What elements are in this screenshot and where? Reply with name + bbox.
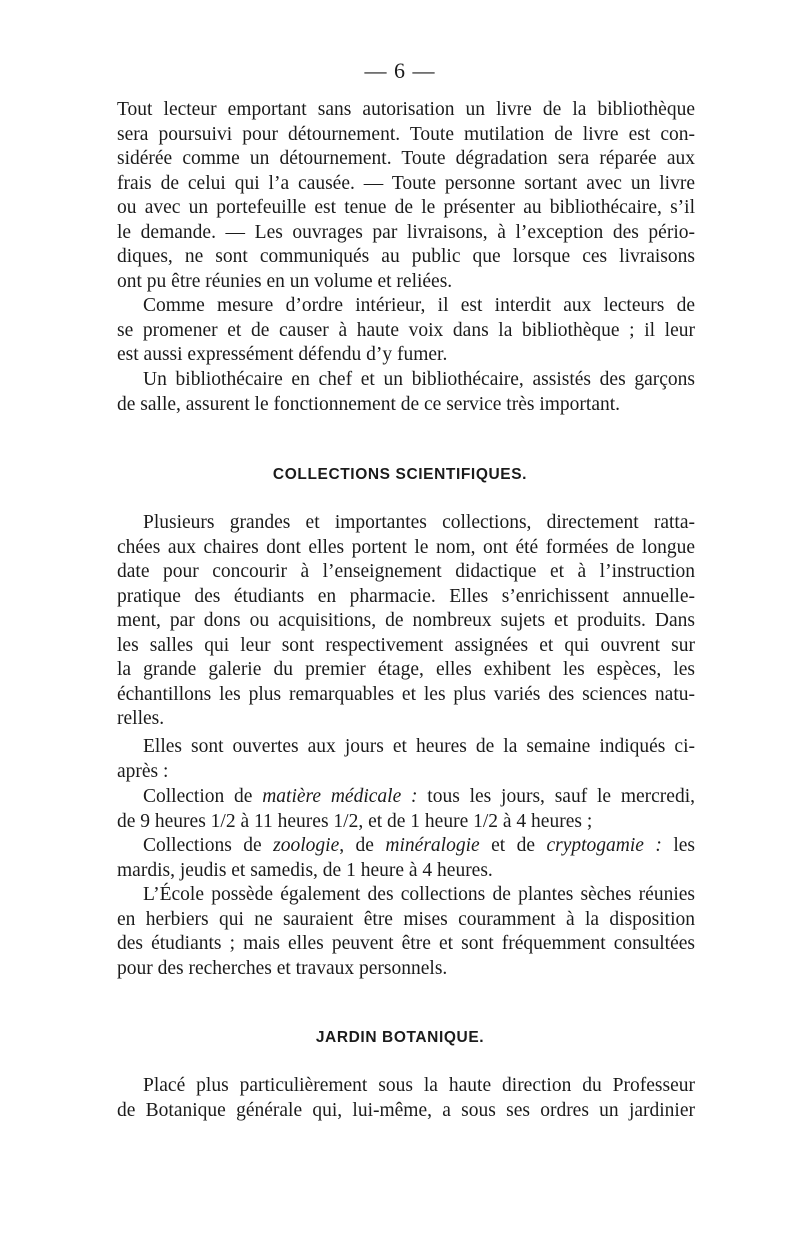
text-line: ment, par dons ou acquisitions, de nombreux sujets et produits. Dans: [117, 610, 695, 631]
text-line: pour des recherches et travaux personnels.: [117, 957, 448, 979]
text-line: la grande galerie du premier étage, elles exhibent les espèces, les: [117, 659, 695, 680]
text-line: [117, 785, 695, 810]
text-segment-italic: minéralogie: [385, 835, 480, 856]
text-line: les salles qui leur sont respectivement assignées et qui ouvrent sur: [117, 634, 695, 656]
text-line: pratique des étudiants en pharmacie. Elles s’enrichissent annuelle-: [117, 585, 695, 607]
paragraph-zoologie: [117, 834, 695, 883]
text-line: Placé plus particulièrement sous la haute direction du Professeur: [143, 1075, 695, 1096]
paragraph-ouvertes: [117, 735, 695, 784]
text-line: frais de celui qui l’a causée. — Toute personne sortant avec un livre: [117, 172, 695, 194]
text-segment-italic: zoologie: [273, 835, 340, 856]
paragraph-matiere-medicale: [117, 785, 695, 834]
text-line: ou avec un portefeuille est tenue de le présenter au bibliothécaire, s’il: [117, 197, 695, 218]
text-segment: Collection de: [143, 786, 263, 807]
text-line: Elles sont ouvertes aux jours et heures de la semaine indiqués ci-: [143, 736, 695, 757]
text-line: Plusieurs grandes et importantes collections, directement ratta-: [143, 512, 695, 533]
text-line: relles.: [117, 708, 165, 729]
text-line: de salle, assurent le fonctionnement de ce service très important.: [117, 393, 621, 415]
text-line: [117, 834, 695, 859]
text-segment: tous les jours, sauf le mercredi,: [417, 786, 695, 807]
text-segment-italic: cryptogamie :: [546, 835, 662, 856]
text-line: chées aux chaires dont elles portent le nom, ont été formées de longue: [117, 536, 695, 558]
text-line: des étudiants ; mais elles peuvent être et sont fréquemment consultées: [117, 933, 695, 954]
text-line: échantillons les plus remarquables et les plus variés des sciences natu-: [117, 683, 695, 705]
paragraph-herbiers: [117, 883, 695, 981]
text-segment-italic: matière médicale :: [262, 786, 418, 807]
text-line: sera poursuivi pour détournement. Toute mutilation de livre est con-: [117, 123, 695, 145]
text-line: diques, ne sont communiqués au public que lorsque ces livraisons: [117, 246, 695, 267]
text-segment: et de: [479, 835, 547, 856]
text-line: Comme mesure d’ordre intérieur, il est interdit aux lecteurs de: [143, 295, 695, 316]
text-line: date pour concourir à l’enseignement didactique et à l’instruction: [117, 561, 695, 582]
text-line: sidérée comme un détournement. Toute dégradation sera réparée aux: [117, 148, 695, 169]
text-line: Tout lecteur emportant sans autorisation un livre de la bibliothèque: [117, 99, 695, 120]
paragraph-collections: [117, 511, 695, 732]
paragraph-bibliotheque: [117, 98, 695, 294]
text-line: après :: [117, 760, 169, 782]
text-line: en herbiers qui ne sauraient être mises couramment à la disposition: [117, 908, 695, 930]
section-heading-collections: COLLECTIONS SCIENTIFIQUES.: [272, 466, 528, 483]
paragraph-bibliothecaire: [117, 368, 695, 417]
text-line: est aussi expressément défendu d’y fumer.: [117, 344, 448, 365]
text-line: le demande. — Les ouvrages par livraisons, à l’exception des pério-: [117, 221, 695, 243]
text-line: de Botanique générale qui, lui-même, a sous ses ordres un jardinier: [117, 1099, 695, 1121]
text-segment: Collections de: [143, 835, 274, 856]
text-line: Un bibliothécaire en chef et un bibliothécaire, assistés des garçons: [143, 369, 695, 390]
paragraph-jardin: [117, 1074, 695, 1123]
text-line: ont pu être réunies en un volume et reliées.: [117, 270, 453, 292]
text-line: de 9 heures 1/2 à 11 heures 1/2, et de 1 heure 1/2 à 4 heures ;: [117, 810, 593, 832]
text-line: mardis, jeudis et samedis, de 1 heure à 4 heures.: [117, 859, 493, 881]
page-number: — 6 —: [364, 58, 436, 83]
text-segment: les: [661, 835, 696, 856]
paragraph-ordre-interieur: [117, 294, 695, 368]
text-line: se promener et de causer à haute voix dans la bibliothèque ; il leur: [117, 319, 695, 341]
text-line: L’École possède également des collections de plantes sèches réunies: [143, 884, 695, 905]
section-heading-jardin: JARDIN BOTANIQUE.: [315, 1029, 485, 1046]
text-segment: , de: [339, 835, 386, 856]
